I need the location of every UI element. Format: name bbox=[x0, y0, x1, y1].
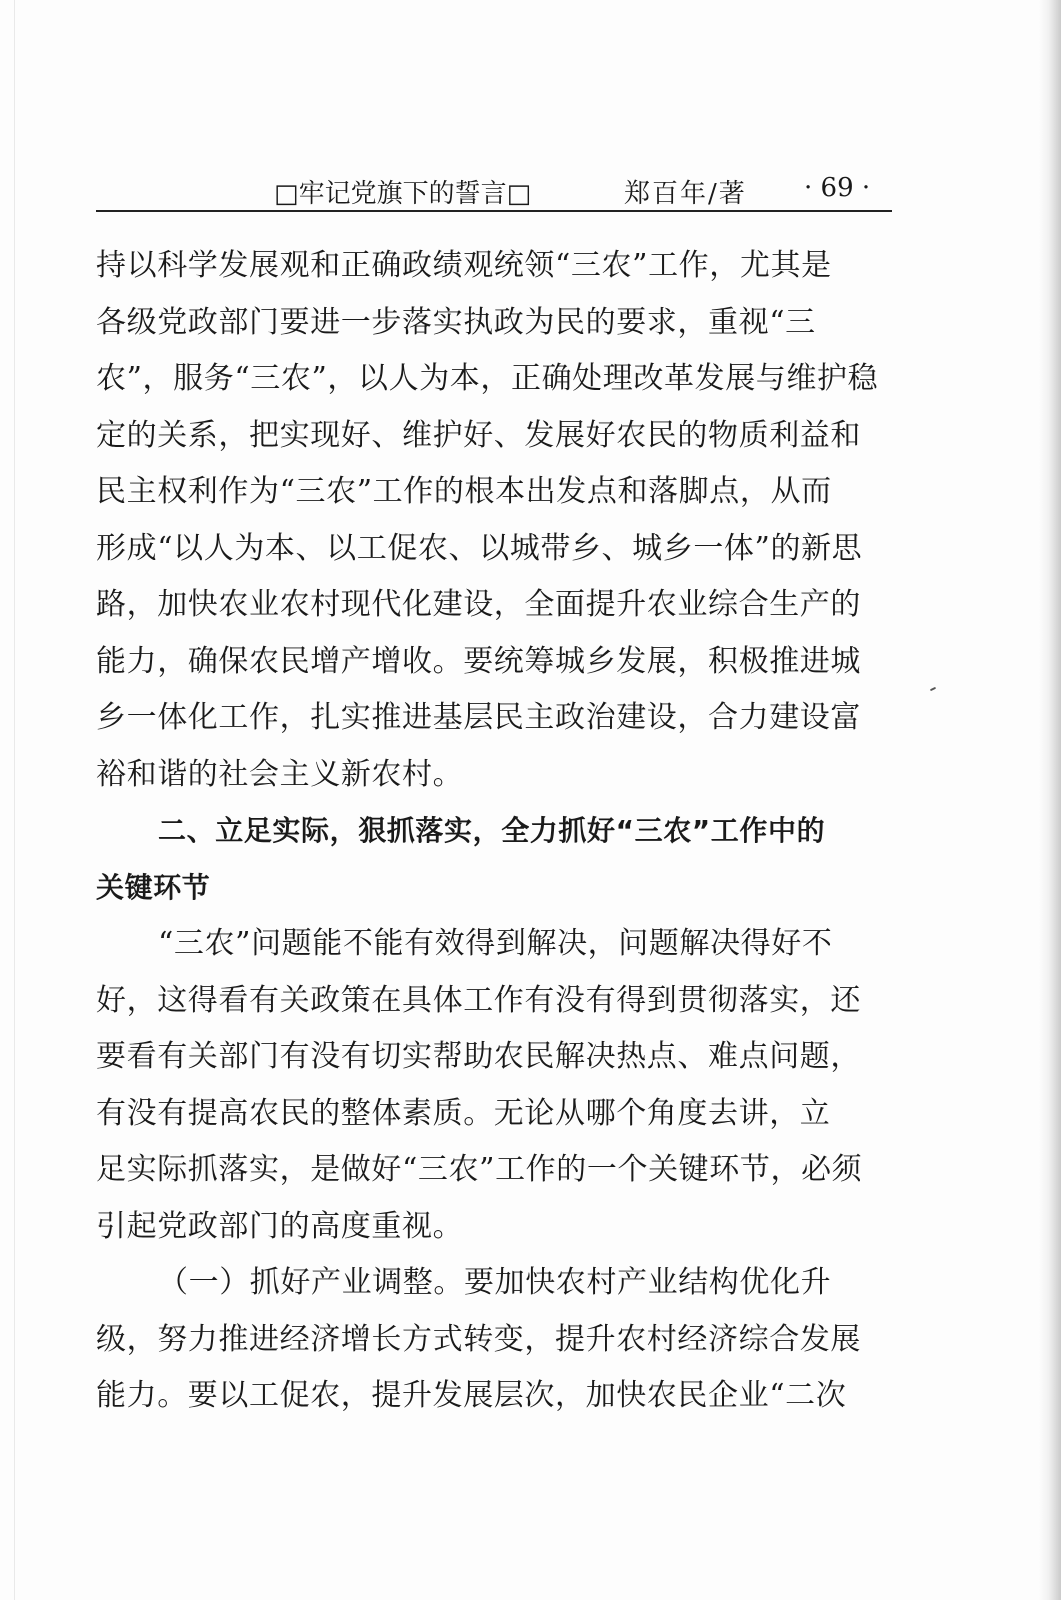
text-line: 能力。要以工促农，提升发展层次，加快农民企业“二次 bbox=[96, 1378, 847, 1413]
text-line: 各级党政部门要进一步落实执政为民的要求，重视“三 bbox=[96, 304, 816, 340]
page-number: · 69 · bbox=[804, 173, 871, 203]
text-line: 乡一体化工作，扎实推进基层民主政治建设，合力建设富 bbox=[96, 700, 861, 735]
text-line: 民主权利作为“三农”工作的根本出发点和落脚点，从而 bbox=[96, 474, 832, 509]
text-line: 级，努力推进经济增长方式转变，提升农村经济综合发展 bbox=[96, 1321, 861, 1357]
scan-speck bbox=[930, 687, 936, 691]
text-line: 农”，服务“三农”，以人为本，正确处理改革发展与维护稳 bbox=[96, 361, 879, 396]
text-line: 要看有关部门有没有切实帮助农民解决热点、难点问题， bbox=[96, 1039, 861, 1074]
text-line: 引起党政部门的高度重视。 bbox=[96, 1208, 464, 1244]
book-title: □牢记党旗下的誓言□ bbox=[274, 179, 532, 209]
text-line: 好，这得看有关政策在具体工作有没有得到贯彻落实，还 bbox=[96, 982, 861, 1018]
header-rule bbox=[96, 210, 892, 212]
text-line: 形成“以人为本、以工促农、以城带乡、城乡一体”的新思 bbox=[96, 530, 863, 566]
text-line: 有没有提高农民的整体素质。无论从哪个角度去讲，立 bbox=[96, 1095, 831, 1131]
running-header bbox=[96, 165, 892, 213]
text-line: 裕和谐的社会主义新农村。 bbox=[96, 756, 464, 792]
text-line: “三农”问题能不能有效得到解决，问题解决得好不 bbox=[158, 926, 833, 961]
text-line: 定的关系，把实现好、维护好、发展好农民的物质利益和 bbox=[96, 417, 861, 453]
text-line: 能力，确保农民增产增收。要统筹城乡发展，积极推进城 bbox=[96, 643, 861, 679]
page-left-edge bbox=[14, 0, 15, 1600]
text-line: 持以科学发展观和正确政绩观统领“三农”工作，尤其是 bbox=[96, 248, 832, 283]
section-heading-line: 关键环节 bbox=[96, 870, 211, 904]
spine-shadow bbox=[1039, 0, 1061, 1600]
book-author: 郑百年/著 bbox=[624, 179, 747, 209]
body-text bbox=[96, 238, 892, 1425]
section-heading-line: 二、立足实际，狠抓落实，全力抓好“三农”工作中的 bbox=[158, 814, 826, 847]
text-line: 路，加快农业农村现代化建设，全面提升农业综合生产的 bbox=[96, 587, 861, 622]
text-line: 足实际抓落实，是做好“三农”工作的一个关键环节，必须 bbox=[96, 1152, 863, 1187]
text-line: （一）抓好产业调整。要加快农村产业结构优化升 bbox=[158, 1265, 832, 1300]
